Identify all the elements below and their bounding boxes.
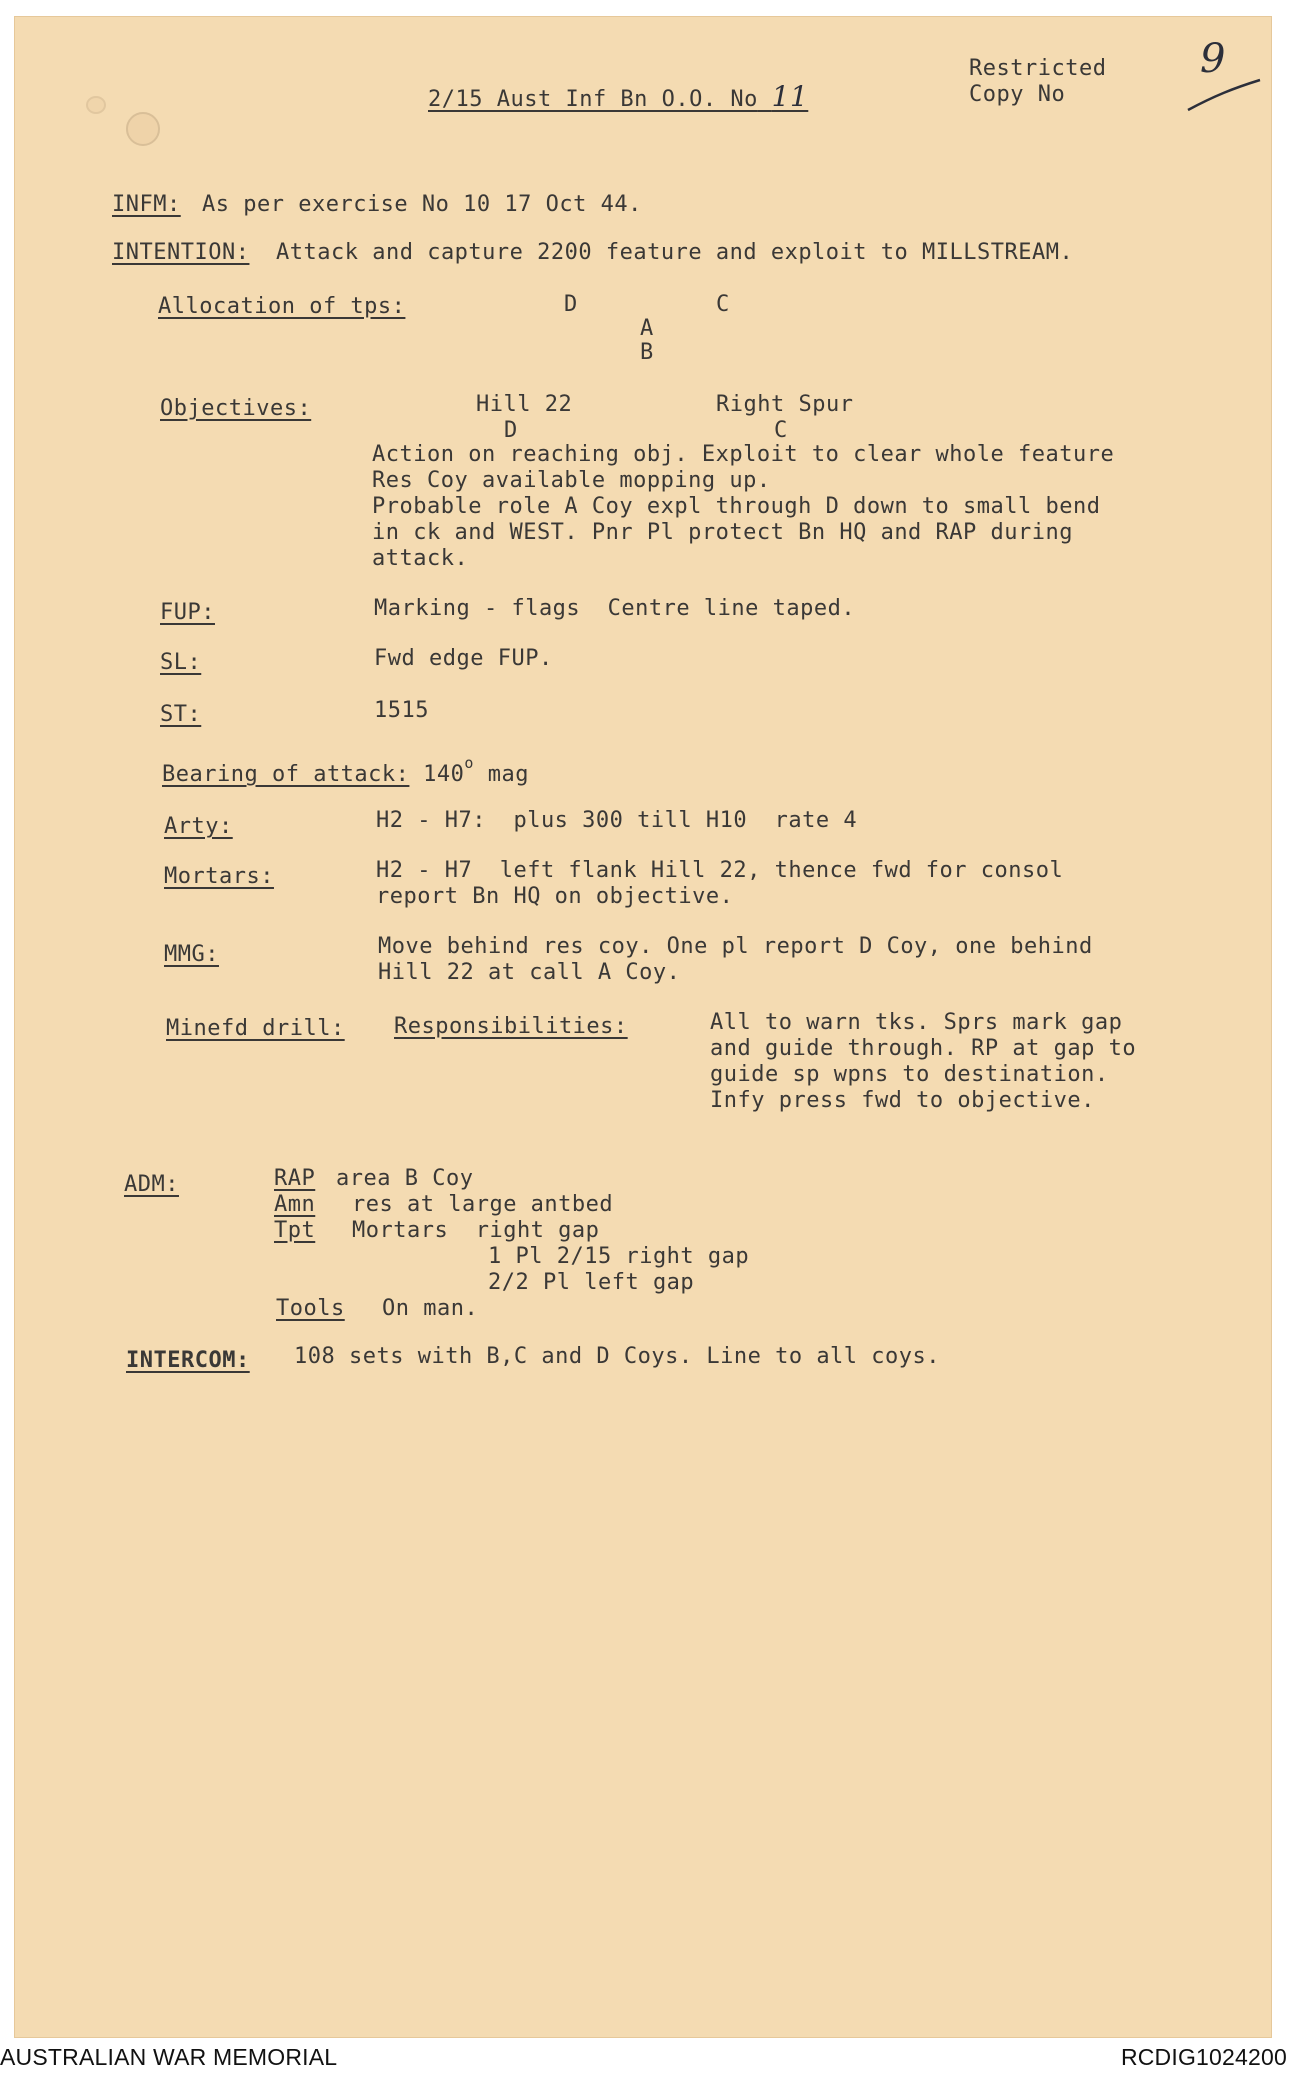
- objectives-line: Probable role A Coy expl through D down to small bend: [372, 494, 1101, 519]
- objective-hill-coy: D: [504, 418, 518, 443]
- amn-text: res at large antbed: [352, 1192, 614, 1217]
- intention-text: Attack and capture 2200 feature and exploit to MILLSTREAM.: [276, 240, 1074, 265]
- intercom-label: INTERCOM:: [126, 1348, 250, 1373]
- allocation-c: C: [716, 292, 730, 317]
- allocation-label: Allocation of tps:: [158, 294, 406, 319]
- tpt-text: Mortars right gap: [352, 1218, 600, 1243]
- footer-left: AUSTRALIAN WAR MEMORIAL: [0, 2044, 338, 2070]
- objective-hill: Hill 22: [476, 392, 573, 417]
- fup-label: FUP:: [160, 600, 215, 625]
- mortars-line: H2 - H7 left flank Hill 22, thence fwd for consol: [376, 858, 1064, 883]
- mortars-label: Mortars:: [164, 864, 274, 889]
- mmg-line: Move behind res coy. One pl report D Coy, one behind: [378, 934, 1093, 959]
- restricted-label: Restricted: [969, 56, 1107, 81]
- copy-no-label: Copy No: [969, 82, 1066, 107]
- amn-label: Amn: [274, 1192, 316, 1217]
- tpt-line: 1 Pl 2/15 right gap: [488, 1244, 750, 1269]
- allocation-a: A: [640, 316, 654, 341]
- allocation-b: B: [640, 340, 654, 365]
- rap-text: area B Coy: [336, 1166, 474, 1191]
- minefd-line: Infy press fwd to objective.: [710, 1088, 1095, 1113]
- tpt-label: Tpt: [274, 1218, 316, 1243]
- mmg-label: MMG:: [164, 942, 219, 967]
- objectives-line: attack.: [372, 546, 469, 571]
- minefd-label: Minefd drill:: [166, 1016, 345, 1041]
- intention-label: INTENTION:: [112, 240, 250, 265]
- objectives-line: Action on reaching obj. Exploit to clear whole feature: [372, 442, 1115, 467]
- punch-hole-mark: [86, 96, 106, 114]
- intercom-text: 108 sets with B,C and D Coys. Line to all coys.: [294, 1344, 941, 1369]
- bearing-unit: mag: [487, 762, 529, 787]
- fup-text: Marking - flags Centre line taped.: [374, 596, 856, 621]
- minefd-line: All to warn tks. Sprs mark gap: [710, 1010, 1123, 1035]
- minefd-line: and guide through. RP at gap to: [710, 1036, 1137, 1061]
- st-text: 1515: [374, 698, 429, 723]
- responsibilities-label: Responsibilities:: [394, 1014, 628, 1039]
- allocation-d: D: [564, 292, 578, 317]
- document-page: [14, 16, 1272, 2038]
- tools-text: On man.: [382, 1296, 479, 1321]
- arty-text: H2 - H7: plus 300 till H10 rate 4: [376, 808, 858, 833]
- bearing-line: [162, 750, 529, 788]
- tpt-line: 2/2 Pl left gap: [488, 1270, 695, 1295]
- mortars-line: report Bn HQ on objective.: [376, 884, 734, 909]
- infm-text: As per exercise No 10 17 Oct 44.: [202, 192, 642, 217]
- sl-text: Fwd edge FUP.: [374, 646, 553, 671]
- tools-label: Tools: [276, 1296, 345, 1321]
- bearing-label: Bearing of attack:: [162, 762, 410, 787]
- order-number-handwritten: 11: [771, 80, 809, 113]
- objective-spur-coy: C: [774, 418, 788, 443]
- arty-label: Arty:: [164, 814, 233, 839]
- order-title: 2/15 Aust Inf Bn O.O. No 11: [428, 80, 809, 113]
- punch-hole-mark: [126, 112, 160, 146]
- minefd-line: guide sp wpns to destination.: [710, 1062, 1109, 1087]
- mmg-line: Hill 22 at call A Coy.: [378, 960, 681, 985]
- bearing-value: 140: [423, 762, 465, 787]
- objective-spur: Right Spur: [716, 392, 854, 417]
- infm-label: INFM:: [112, 192, 181, 217]
- objectives-label: Objectives:: [160, 396, 312, 421]
- handwritten-stroke: [1184, 76, 1264, 116]
- objectives-line: in ck and WEST. Pnr Pl protect Bn HQ and RAP during: [372, 520, 1074, 545]
- adm-label: ADM:: [124, 1172, 179, 1197]
- objectives-line: Res Coy available mopping up.: [372, 468, 771, 493]
- copy-number-handwritten: 9: [1200, 36, 1226, 82]
- rap-label: RAP: [274, 1166, 316, 1191]
- sl-label: SL:: [160, 650, 202, 675]
- footer-right: RCDIG1024200: [1120, 2044, 1287, 2070]
- st-label: ST:: [160, 702, 202, 727]
- bearing-degree: o: [464, 754, 474, 772]
